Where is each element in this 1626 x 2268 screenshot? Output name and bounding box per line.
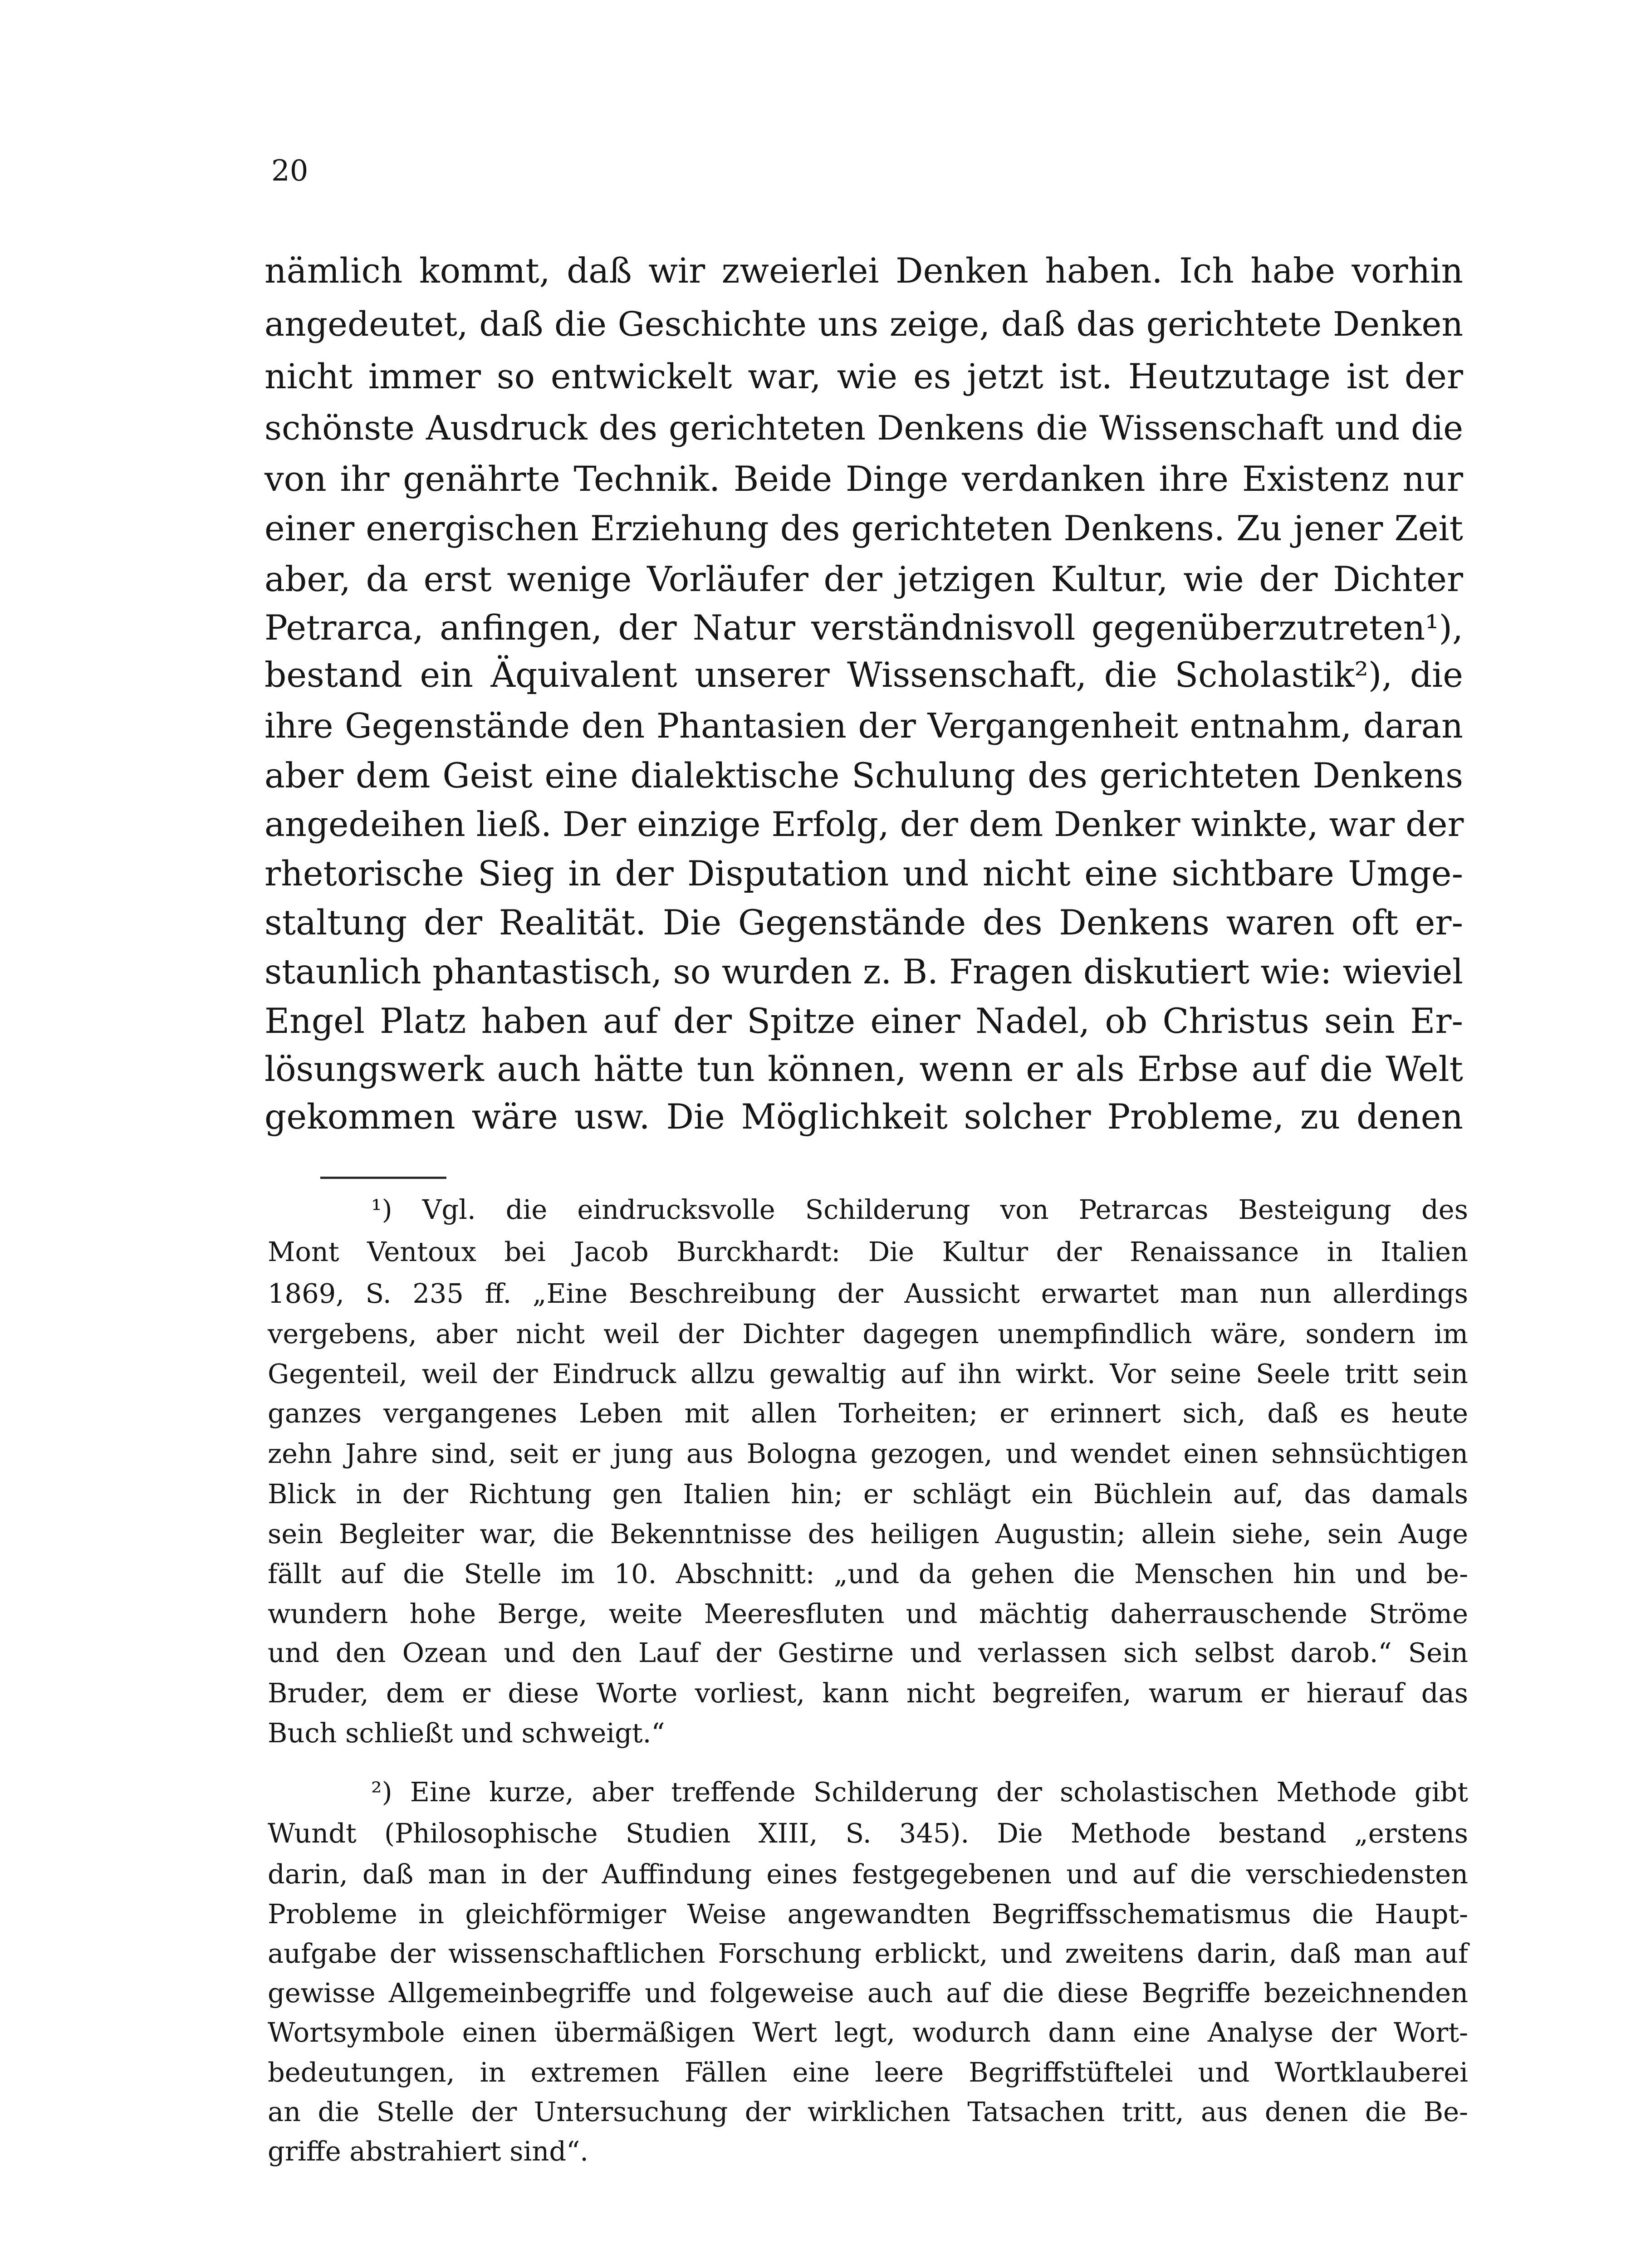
footnote-line: darin, daß man in der Auffindung eines festgegebenen und auf die verschiedensten <box>268 1858 1468 1890</box>
footnote-line: zehn Jahre sind, seit er jung aus Bologna gezogen, und wendet einen sehnsüchtigen <box>268 1438 1468 1469</box>
body-line: schönste Ausdruck des gerichteten Denkens die Wissenschaft und die <box>264 409 1463 448</box>
footnote-separator <box>320 1177 446 1179</box>
footnote-line: gewisse Allgemeinbegriffe und folgeweise auch auf die diese Begriffe bezeichnenden <box>268 1977 1468 2009</box>
body-line: angedeihen ließ. Der einzige Erfolg, der dem Denker winkte, war der <box>264 804 1464 844</box>
footnote-line: an die Stelle der Untersuchung der wirklichen Tatsachen tritt, aus denen die Be- <box>268 2096 1468 2127</box>
body-line: nicht immer so entwickelt war, wie es jetzt ist. Heutzutage ist der <box>264 357 1463 396</box>
footnote-line: Probleme in gleichförmiger Weise angewandten Begriffsschematismus die Haupt- <box>268 1898 1468 1930</box>
body-line: nämlich kommt, daß wir zweierlei Denken haben. Ich habe vorhin <box>264 251 1463 291</box>
footnote-line: ²) Eine kurze, aber treffende Schilderung der scholastischen Methode gibt <box>371 1776 1468 1808</box>
footnote-line: sein Begleiter war, die Bekenntnisse des heiligen Augustin; allein siehe, sein Auge <box>268 1518 1468 1549</box>
footnote-line: Wundt (Philosophische Studien XIII, S. 345). Die Methode bestand „erstens <box>268 1818 1468 1849</box>
body-line: Petrarca, anfingen, der Natur verständnisvoll gegenüberzutreten¹), <box>264 608 1463 648</box>
body-line: bestand ein Äquivalent unserer Wissenschaft, die Scholastik²), die <box>264 655 1463 695</box>
footnote-line: ¹) Vgl. die eindrucksvolle Schilderung von Petrarcas Besteigung des <box>371 1194 1468 1225</box>
footnote-line: vergebens, aber nicht weil der Dichter dagegen unempfindlich wäre, sondern im <box>268 1318 1468 1349</box>
body-line: Engel Platz haben auf der Spitze einer Nadel, ob Christus sein Er- <box>264 1001 1463 1041</box>
body-line: staltung der Realität. Die Gegenstände des Denkens waren oft er- <box>264 903 1463 943</box>
body-line: staunlich phantastisch, so wurden z. B. Fragen diskutiert wie: wieviel <box>264 952 1463 992</box>
body-line: lösungswerk auch hätte tun können, wenn er als Erbse auf die Welt <box>264 1049 1463 1089</box>
footnote-line: Wortsymbole einen übermäßigen Wert legt, wodurch dann eine Analyse der Wort- <box>268 2017 1468 2048</box>
body-line: von ihr genährte Technik. Beide Dinge verdanken ihre Existenz nur <box>264 459 1463 499</box>
footnote-line: Mont Ventoux bei Jacob Burckhardt: Die Kultur der Renaissance in Italien <box>268 1236 1468 1267</box>
footnote-line: griffe abstrahiert sind“. <box>268 2136 589 2167</box>
footnote-line: fällt auf die Stelle im 10. Abschnitt: „und da gehen die Menschen hin und be- <box>268 1558 1468 1589</box>
body-line: rhetorische Sieg in der Disputation und nicht eine sichtbare Umge- <box>264 854 1463 894</box>
body-line: aber dem Geist eine dialektische Schulung des gerichteten Denkens <box>264 756 1463 796</box>
footnote-line: aufgabe der wissenschaftlichen Forschung erblickt, und zweitens darin, daß man auf <box>268 1938 1468 1969</box>
body-line: aber, da erst wenige Vorläufer der jetzigen Kultur, wie der Dichter <box>264 559 1463 599</box>
footnote-line: bedeutungen, in extremen Fällen eine leere Begriffstüftelei und Wortklauberei <box>268 2057 1468 2088</box>
footnote-line: 1869, S. 235 ff. „Eine Beschreibung der Aussicht erwartet man nun allerdings <box>268 1278 1468 1309</box>
body-line: einer energischen Erziehung des gerichteten Denkens. Zu jener Zeit <box>264 508 1463 548</box>
footnote-line: Buch schließt und schweigt.“ <box>268 1717 665 1749</box>
footnote-line: ganzes vergangenes Leben mit allen Torheiten; er erinnert sich, daß es heute <box>268 1398 1468 1429</box>
footnote-line: wundern hohe Berge, weite Meeresfluten und mächtig daherrauschende Ströme <box>268 1598 1468 1629</box>
footnote-line: Gegenteil, weil der Eindruck allzu gewaltig auf ihn wirkt. Vor seine Seele tritt sein <box>268 1358 1468 1389</box>
body-line: gekommen wäre usw. Die Möglichkeit solcher Probleme, zu denen <box>264 1097 1463 1137</box>
body-line: angedeutet, daß die Geschichte uns zeige, daß das gerichtete Denken <box>264 305 1463 344</box>
footnote-line: Blick in der Richtung gen Italien hin; er schlägt ein Büchlein auf, das damals <box>268 1478 1468 1510</box>
page-number: 20 <box>271 154 309 188</box>
footnote-line: Bruder, dem er diese Worte vorliest, kann nicht begreifen, warum er hierauf das <box>268 1677 1468 1709</box>
footnote-line: und den Ozean und den Lauf der Gestirne und verlassen sich selbst darob.“ Sein <box>268 1637 1468 1668</box>
body-line: ihre Gegenstände den Phantasien der Vergangenheit entnahm, daran <box>264 706 1463 746</box>
